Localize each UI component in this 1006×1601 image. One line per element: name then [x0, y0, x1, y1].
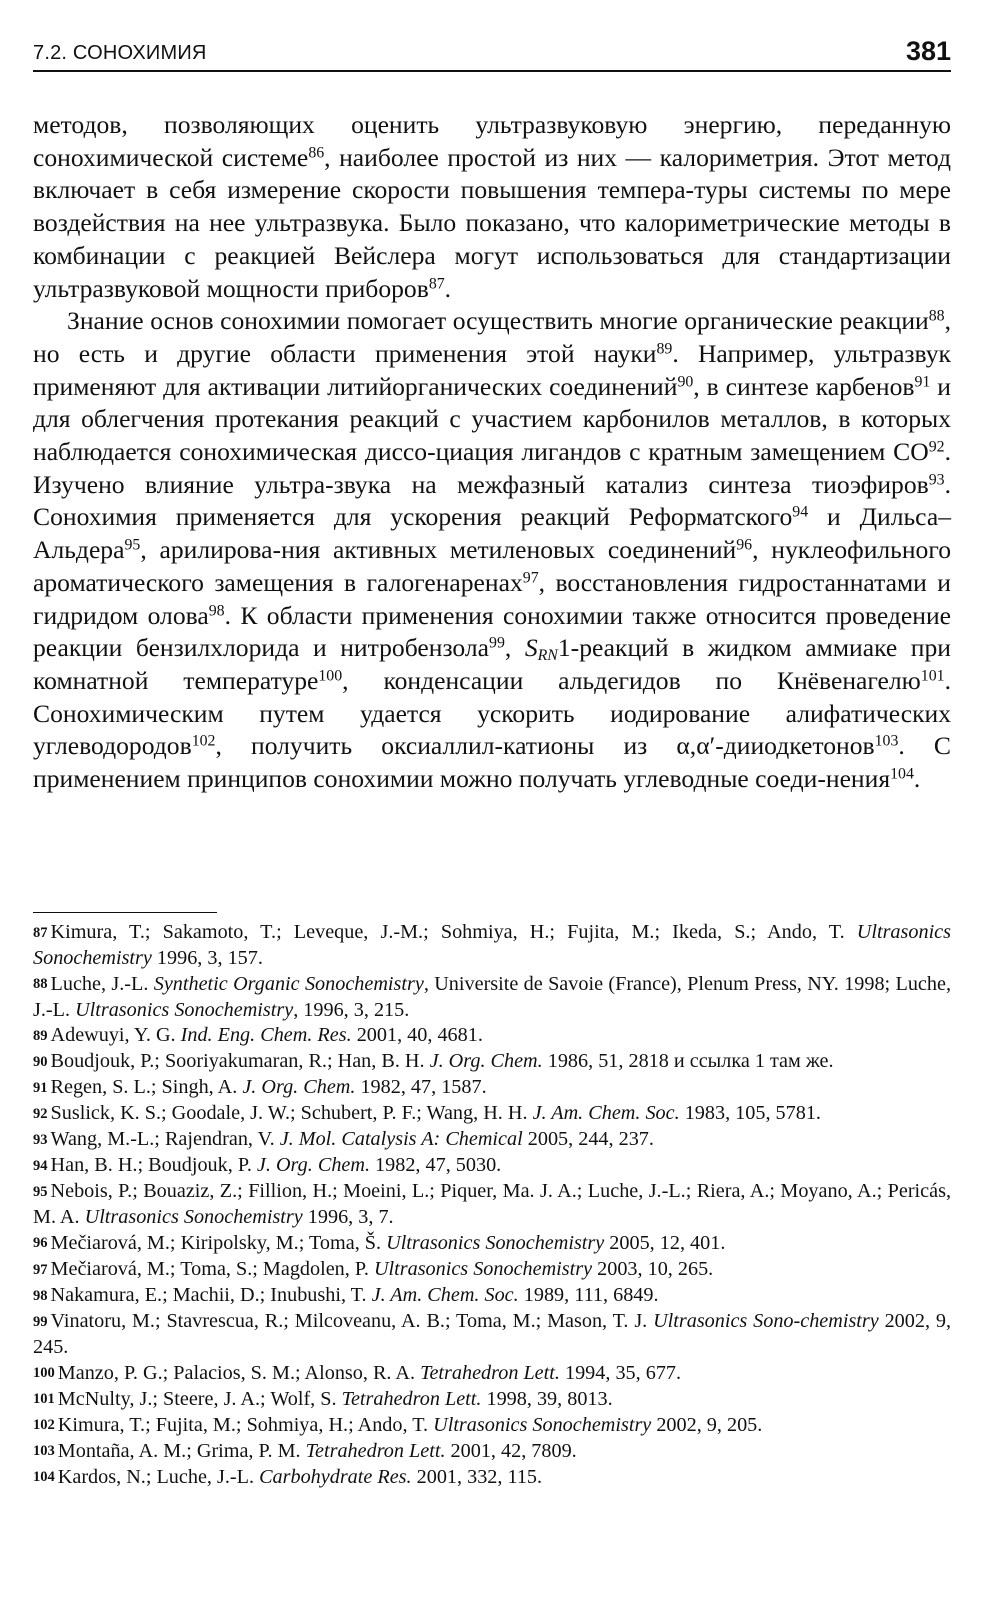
footnote-text: 2002, 9, 245.	[33, 1310, 952, 1359]
footnote-text: Kardos, N.; Luche, J.-L.	[57, 1465, 260, 1488]
footnote-text: 1989, 111, 6849.	[518, 1284, 659, 1307]
footnote-ref: 92	[928, 438, 945, 456]
footnote-text: 1986, 51, 2818 и ссылка 1 там же.	[542, 1050, 834, 1073]
footnote-number: 104	[33, 1469, 55, 1486]
journal-title: J. Am. Chem. Soc.	[371, 1284, 519, 1307]
footnote-number: 97	[33, 1261, 48, 1278]
footnote-ref: 104	[890, 765, 914, 783]
text-run: , конденсации альдегидов по Кнёвенагелю	[342, 665, 921, 695]
footnote-number: 102	[33, 1417, 55, 1434]
journal-title: Synthetic Organic Sonochemistry	[153, 972, 424, 995]
journal-title: J. Org. Chem.	[242, 1076, 356, 1099]
footnote-text: Kimura, T.; Fujita, M.; Sohmiya, H.; Ando, T.	[57, 1413, 434, 1436]
footnote-number: 95	[33, 1183, 48, 1200]
footnote-text: 1998, 39, 8013.	[481, 1387, 613, 1410]
text-run: S	[524, 633, 538, 663]
footnote	[33, 1439, 951, 1465]
footnote-number: 96	[33, 1235, 48, 1252]
footnote-separator	[33, 912, 217, 913]
footnote-text: 2001, 42, 7809.	[445, 1439, 577, 1462]
footnote-text: Regen, S. L.; Singh, A.	[50, 1076, 243, 1099]
footnote-ref: 103	[874, 732, 899, 750]
footnote-text: Boudjouk, P.; Sooriyakumaran, R.; Han, B. H.	[50, 1050, 430, 1073]
footnote-ref: 93	[928, 471, 945, 489]
text-run: и для облегчения протекания реакций с участием карбонилов металлов, в которых наблюдается сонохимическая диссо-циация лигандов с кратным замещением CO	[33, 371, 951, 467]
footnote-text: Mečiarová, M.; Kiripolsky, M.; Toma, Š.	[50, 1231, 387, 1254]
footnote-number: 88	[33, 976, 48, 993]
text-run: , восстановления гидростаннатами и гидридом олова	[33, 567, 951, 630]
footnote-text: 2001, 332, 115.	[411, 1465, 543, 1488]
footnote-ref: 86	[308, 143, 325, 161]
footnote-ref: 90	[677, 372, 694, 390]
paragraph	[33, 305, 951, 796]
footnote-text: Mečiarová, M.; Toma, S.; Magdolen, P.	[50, 1257, 374, 1280]
paragraph	[33, 109, 951, 305]
journal-title: J. Org. Chem.	[429, 1050, 543, 1073]
text-run: , нуклеофильного ароматического замещения в галогенаренах	[33, 535, 951, 597]
footnote-ref: 87	[428, 274, 445, 292]
text-run: . Сонохимическим путем удается ускорить иодирование алифатических углеводородов	[33, 665, 951, 761]
footnote-ref: 95	[124, 536, 141, 554]
footnote	[33, 920, 951, 972]
footnote	[33, 1153, 951, 1179]
footnote-text: , Universite de Savoie (France), Plenum Press, NY. 1998; Luche, J.-L.	[33, 972, 951, 1021]
footnote-text: Vinatoru, M.; Stavrescua, R.; Milcoveanu, A. B.; Toma, M.; Mason, T. J.	[50, 1310, 654, 1333]
footnote-ref: 102	[191, 732, 216, 750]
footnote-ref: 101	[920, 667, 945, 685]
footnote	[33, 972, 951, 1024]
footnote-number: 91	[33, 1079, 48, 1096]
footnote	[33, 1049, 951, 1075]
footnote-text: Nebois, P.; Bouaziz, Z.; Fillion, H.; Moeini, L.; Piquer, Ma. J. A.; Luche, J.-L.; Riera, A.; Moyano, A.; Pericás, M. A.	[33, 1180, 951, 1229]
footnote-number: 99	[33, 1313, 48, 1330]
journal-title: Ind. Eng. Chem. Res.	[180, 1024, 352, 1047]
footnote	[33, 1023, 951, 1049]
book-page	[33, 0, 951, 1601]
footnote-ref: 98	[208, 601, 225, 619]
footnote	[33, 1283, 951, 1309]
journal-title: Ultrasonics Sono-chemistry	[653, 1310, 879, 1333]
footnote-text: 1983, 105, 5781.	[679, 1102, 821, 1125]
text-run: . Например, ультразвук применяют для активации литийорганических соединений	[33, 338, 951, 401]
footnote-number: 101	[33, 1391, 55, 1408]
footnote-ref: 99	[489, 634, 505, 652]
text-run: . Изучено влияние ультра-звука на межфазный катализ синтеза тиоэфиров	[33, 437, 951, 499]
journal-title: Tetrahedron Lett.	[305, 1439, 446, 1462]
footnote-text: Manzo, P. G.; Palacios, S. M.; Alonso, R. A.	[57, 1361, 421, 1384]
footnote-text: McNulty, J.; Steere, J. A.; Wolf, S.	[57, 1387, 342, 1410]
footnote-text: Suslick, K. S.; Goodale, J. W.; Schubert, P. F.; Wang, H. H.	[50, 1102, 533, 1125]
footnote-ref: 94	[792, 503, 809, 521]
journal-title: Ultrasonics Sonochemistry	[33, 921, 951, 970]
footnote	[33, 1413, 951, 1439]
footnote-text: Montaña, A. M.; Grima, P. M.	[57, 1439, 306, 1462]
journal-title: Ultrasonics Sonochemistry	[75, 998, 294, 1021]
text-run: .	[444, 273, 452, 303]
footnote-text: Adewuyi, Y. G.	[50, 1024, 181, 1047]
footnote-number: 98	[33, 1287, 48, 1304]
footnote-ref: 89	[656, 340, 673, 358]
text-run: и Дильса–Альдера	[33, 502, 951, 565]
running-head	[33, 34, 951, 72]
footnote-number: 94	[33, 1157, 48, 1174]
footnote	[33, 1101, 951, 1127]
text-run: . С применением принципов сонохимии можно получать углеводные соеди-нения	[33, 731, 951, 794]
footnote-text: 2003, 10, 265.	[592, 1257, 714, 1280]
footnote-text: 1982, 47, 1587.	[355, 1076, 487, 1099]
body-text	[33, 109, 951, 796]
text-run: 1-реакций в жидком аммиаке при комнатной температуре	[33, 633, 951, 695]
footnote	[33, 1127, 951, 1153]
footnote-text: 1996, 3, 157.	[151, 947, 263, 970]
section-title: 7.2. СОНОХИМИЯ	[33, 42, 207, 64]
footnote-text: 1994, 35, 677.	[559, 1361, 682, 1384]
footnote	[33, 1387, 951, 1413]
footnotes	[33, 920, 951, 1491]
footnote-text: 1982, 47, 5030.	[370, 1154, 502, 1177]
journal-title: Carbohydrate Res.	[259, 1465, 412, 1488]
footnote-text: Luche, J.-L.	[50, 972, 154, 995]
journal-title: Ultrasonics Sonochemistry	[433, 1413, 652, 1436]
journal-title: Tetrahedron Lett.	[341, 1387, 482, 1410]
footnote-ref: 88	[928, 307, 945, 325]
footnote-text: 1996, 3, 7.	[302, 1206, 394, 1229]
footnote	[33, 1257, 951, 1283]
footnote	[33, 1179, 951, 1231]
footnote-text: 2002, 9, 205.	[651, 1413, 763, 1436]
footnote	[33, 1465, 951, 1491]
footnote-number: 93	[33, 1131, 48, 1148]
text-run: , наиболее простой из них — калориметрия. Этот метод включает в себя измерение скорости повышения темпера-туры системы по мере воздействия на нее ультразвука. Было показано, что калориметрические методы в комбинации с реакцией Вейслера могут использоваться для стандартизации ультразвуковой мощности приборов	[33, 142, 951, 303]
journal-title: Ultrasonics Sonochemistry	[373, 1257, 593, 1280]
footnote	[33, 1231, 951, 1257]
footnote-text: , 1996, 3, 215.	[293, 998, 410, 1021]
footnote-number: 92	[33, 1105, 48, 1122]
footnote-number: 90	[33, 1053, 48, 1070]
footnote-ref: 97	[522, 569, 539, 587]
text-run: , в синтезе карбенов	[693, 371, 915, 401]
footnote-number: 103	[33, 1443, 55, 1460]
footnote	[33, 1075, 951, 1101]
footnote-text: Han, B. H.; Boudjouk, P.	[50, 1154, 257, 1177]
journal-title: Ultrasonics Sonochemistry	[386, 1231, 605, 1254]
journal-title: Tetrahedron Lett.	[420, 1361, 560, 1384]
footnote-number: 89	[33, 1027, 48, 1044]
journal-title: J. Org. Chem.	[256, 1154, 370, 1177]
text-run: . К области применения сонохимии также относится проведение реакции бензилхлорида и нитробензола	[33, 600, 951, 663]
footnote-text: Kimura, T.; Sakamoto, T.; Leveque, J.-M.; Sohmiya, H.; Fujita, M.; Ikeda, S.; Ando, T.	[50, 921, 857, 943]
footnote-ref: 96	[736, 536, 753, 554]
text-run: методов, позволяющих оценить ультразвуковую энергию, переданную сонохимической системе	[33, 110, 951, 172]
text-run: , но есть и другие области применения этой науки	[33, 306, 951, 368]
text-run: , получить оксиаллил-катионы из α,α′-дииодкетонов	[215, 731, 875, 761]
page-number: 381	[905, 36, 951, 66]
footnote-text: 2001, 40, 4681.	[351, 1024, 483, 1047]
footnote-ref: 91	[914, 372, 931, 390]
footnote-number: 87	[33, 924, 48, 941]
text-run: Знание основ сонохимии помогает осуществить многие органические реакции	[67, 306, 929, 336]
text-run: . Сонохимия применяется для ускорения реакций Реформатского	[33, 469, 951, 532]
footnote-text: Nakamura, E.; Machii, D.; Inubushi, T.	[50, 1284, 372, 1307]
footnote	[33, 1309, 951, 1361]
journal-title: Ultrasonics Sonochemistry	[84, 1206, 303, 1229]
footnote-ref: 100	[318, 667, 343, 685]
journal-title: J. Am. Chem. Soc.	[532, 1102, 680, 1125]
text-run: , арилирова-ния активных метиленовых соединений	[140, 535, 737, 565]
footnote-text: Wang, M.-L.; Rajendran, V.	[50, 1128, 280, 1151]
text-run: ,	[504, 633, 525, 663]
text-run: RN	[537, 647, 558, 665]
footnote-text: 2005, 12, 401.	[604, 1231, 726, 1254]
text-run: .	[913, 764, 921, 794]
footnote-number: 100	[33, 1365, 55, 1382]
journal-title: J. Mol. Catalysis A: Chemical	[279, 1128, 523, 1151]
footnote-text: 2005, 244, 237.	[522, 1128, 654, 1151]
footnote	[33, 1361, 951, 1387]
